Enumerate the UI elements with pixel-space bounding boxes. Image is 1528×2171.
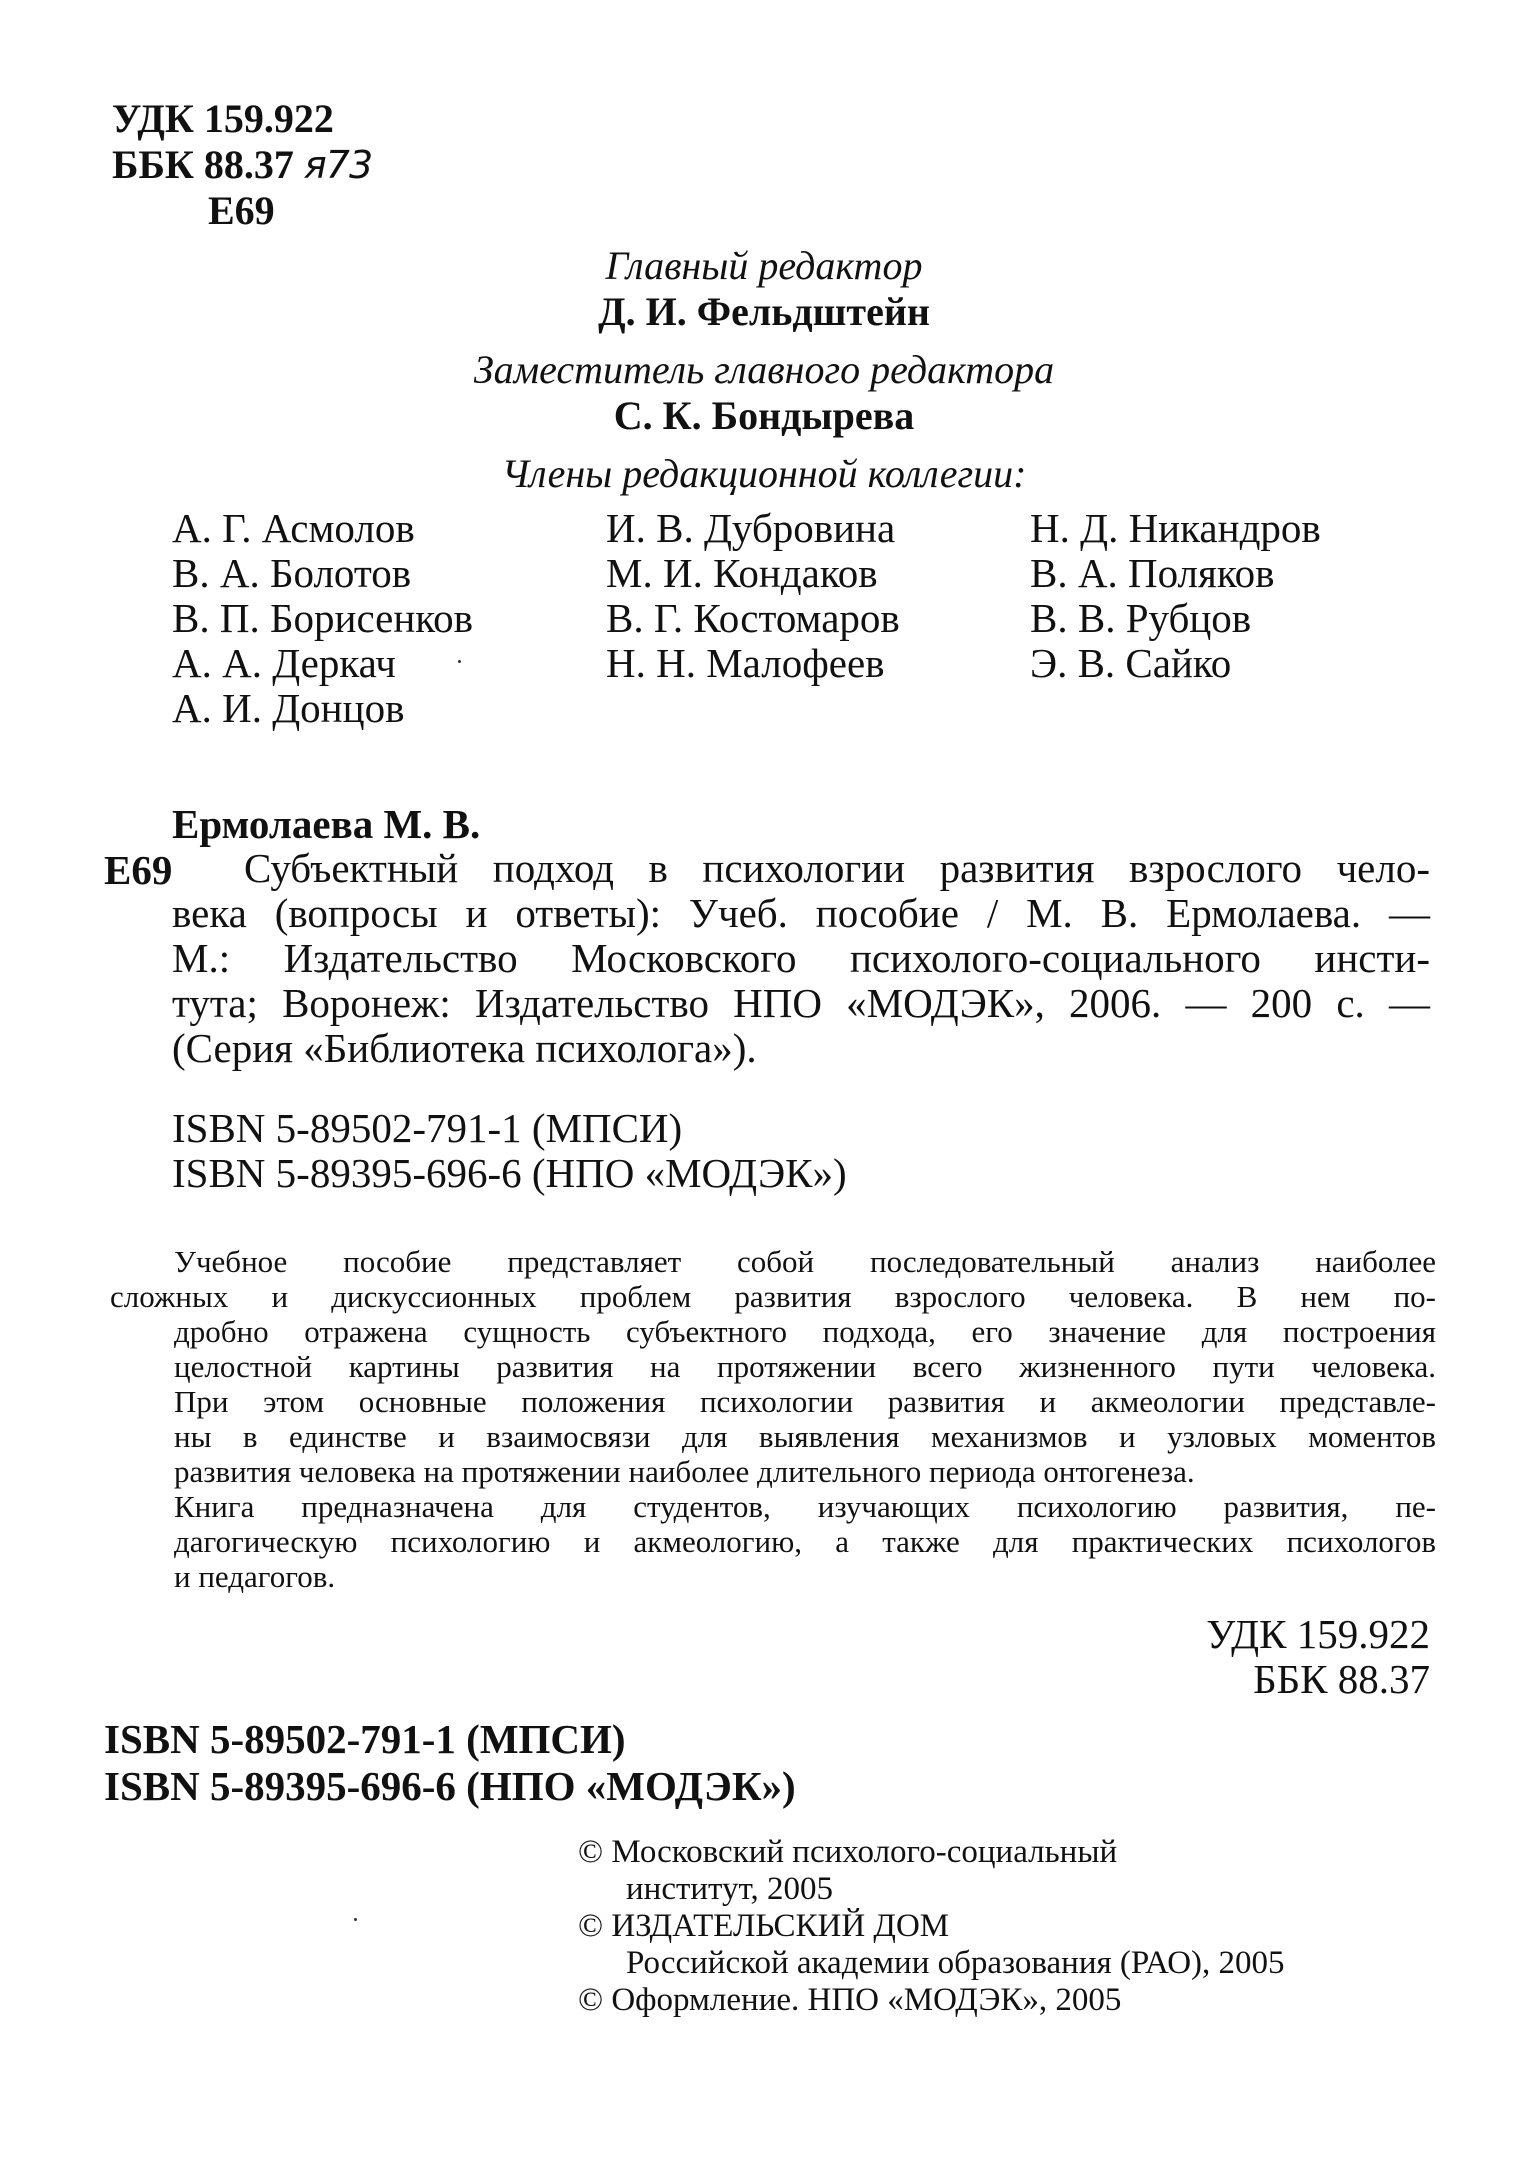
description-line: века (вопросы и ответы): Учеб. пособие / М. В. Ермолаева. — [172,890,1430,936]
board-member: В. Г. Костомаров [606,595,900,641]
copyright-line: © Московский психолого-социальный [578,1834,1118,1870]
board-column-1 [172,506,473,731]
board-member: В. В. Рубцов [1030,595,1252,641]
book-author-mark: Е69 [104,847,173,893]
scan-speck [354,1918,357,1921]
board-member: А. Г. Асмолов [172,505,415,551]
deputy-editor-role: Заместитель главного редактора [473,347,1055,392]
isbn-line: ISBN 5-89395-696-6 (НПО «МОДЭК») [172,1150,847,1196]
board-member: А. А. Деркач [172,640,396,686]
book-isbn-list [172,1106,847,1196]
board-member: В. А. Поляков [1030,550,1275,596]
copyright-line: институт, 2005 [626,1871,833,1907]
abstract-line: Книга предназначена для студентов, изучающих психологию развития, пе- [174,1489,1436,1524]
udk-code: УДК 159.922 [112,96,334,141]
abstract-line: дробно отражена сущность субъектного подхода, его значение для построения [174,1314,1436,1349]
abstract-paragraph [110,1489,1436,1594]
board-member: Н. Д. Никандров [1030,505,1321,551]
abstract-line: и педагогов. [174,1559,336,1594]
copyright-block [578,1834,1285,2019]
bbk-code-bottom: ББК 88.37 [1253,1656,1430,1702]
abstract-line: сложных и дискуссионных проблем развития взрослого человека. В нем по- [110,1279,1436,1314]
abstract-line: Учебное пособие представляет собой последовательный анализ наиболее [174,1244,1436,1279]
copyright-line: © Оформление. НПО «МОДЭК», 2005 [578,1982,1122,2018]
abstract-line: При этом основные положения психологии развития и акмеологии представле- [174,1384,1436,1419]
board-column-3 [1030,506,1321,686]
board-column-2 [606,506,900,686]
author-mark: Е69 [208,188,275,233]
chief-editor-name: Д. И. Фельдштейн [598,289,930,334]
abstract-line: развития человека на протяжении наиболее длительного периода онтогенеза. [174,1454,1195,1489]
description-line: тута; Воронеж: Издательство НПО «МОДЭК», 2006. — 200 с. — [172,980,1430,1026]
chief-editor-role: Главный редактор [605,243,923,288]
copyright-line: Российской академии образования (РАО), 2005 [626,1945,1285,1981]
board-member: И. В. Дубровина [606,505,896,551]
board-member: Э. В. Сайко [1030,640,1232,686]
copyright-line: © ИЗДАТЕЛЬСКИЙ ДОМ [578,1908,950,1944]
isbn-line-bold: ISBN 5-89502-791-1 (МПСИ) [104,1716,626,1762]
bbk-handwritten-note: я73 [303,143,373,187]
abstract-line: дагогическую психологию и акмеологию, а также для практических психологов [174,1524,1436,1559]
abstract-line: ны в единстве и взаимосвязи для выявления механизмов и узловых моментов [174,1419,1436,1454]
udk-code-bottom: УДК 159.922 [1206,1611,1430,1657]
scan-speck [458,660,461,663]
board-member: А. И. Донцов [172,685,405,731]
deputy-editor-name: С. К. Бондырева [613,393,915,438]
description-line: Субъектный подход в психологии развития взрослого чело- [244,845,1430,891]
book-description [172,846,1430,1071]
board-member: М. И. Кондаков [606,550,878,596]
board-member: Н. Н. Малофеев [606,640,885,686]
description-line: (Серия «Библиотека психолога»). [172,1025,757,1071]
abstract-paragraph [110,1244,1436,1489]
classification-block [900,1612,1430,1702]
board-member: В. А. Болотов [172,550,412,596]
description-line: М.: Издательство Московского психолого-социального инсти- [172,935,1430,981]
isbn-line-bold: ISBN 5-89395-696-6 (НПО «МОДЭК») [104,1763,796,1809]
abstract [110,1244,1436,1594]
book-author: Ермолаева М. В. [172,801,481,847]
abstract-line: целостной картины развития на протяжении всего жизненного пути человека. [174,1349,1436,1384]
bbk-printed: ББК 88.37 [112,142,294,187]
board-role: Члены редакционной коллегии: [501,451,1027,496]
isbn-block [104,1716,796,1810]
board-member: В. П. Борисенков [172,595,473,641]
bbk-code [112,142,372,188]
isbn-line: ISBN 5-89502-791-1 (МПСИ) [172,1105,683,1151]
